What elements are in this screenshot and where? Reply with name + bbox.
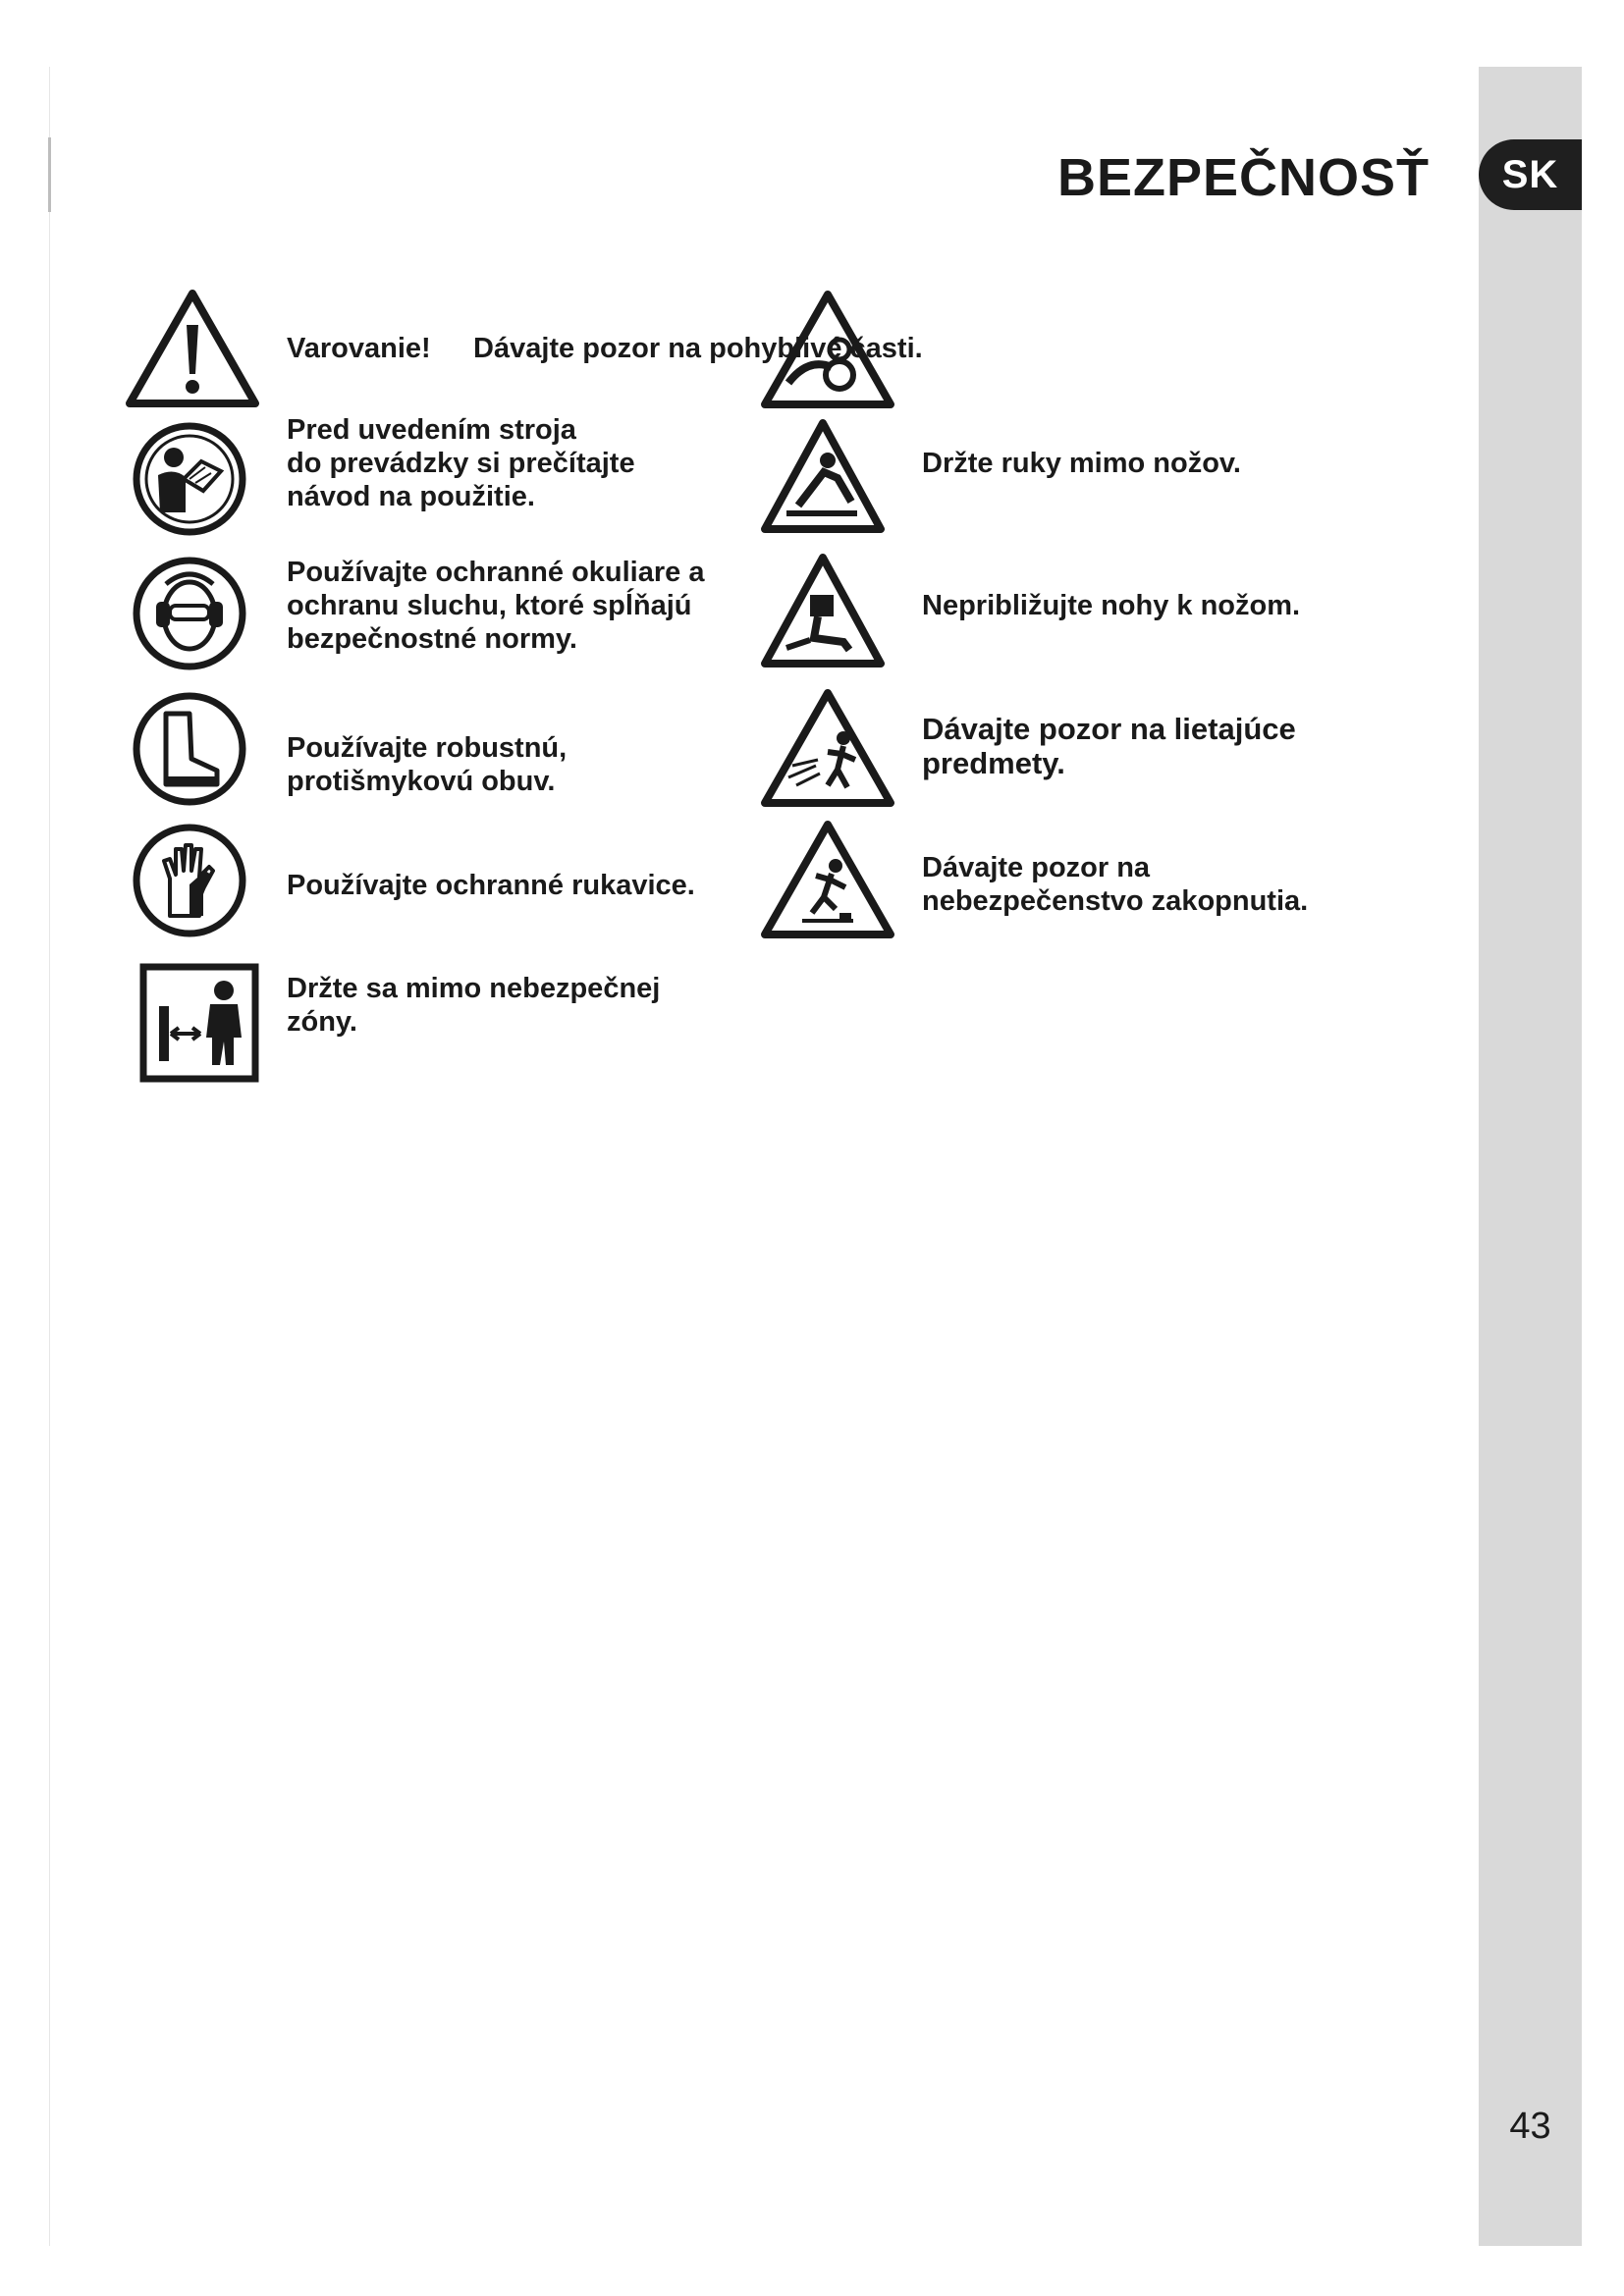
label-flying: Dávajte pozor na lietajúce predmety.: [922, 712, 1296, 780]
label-tripping: Dávajte pozor na nebezpečenstvo zakopnutia.: [922, 852, 1309, 917]
label-hands: Držte ruky mimo nožov.: [922, 448, 1241, 479]
side-band: [1479, 67, 1582, 2246]
label-warning: Varovanie!: [287, 333, 431, 364]
page-number: 43: [1509, 2106, 1551, 2147]
label-gloves: Používajte ochranné rukavice.: [287, 870, 695, 901]
warning-exclamation-icon: [124, 288, 261, 409]
page-title: BEZPEČNOSŤ: [1056, 148, 1430, 207]
foot-blade-icon: [759, 552, 887, 671]
label-boots: Používajte robustnú, protišmykovú obuv.: [287, 732, 568, 797]
label-moving-parts: Dávajte pozor na pohyblivé časti.: [473, 333, 923, 364]
label-feet: Nepribližujte nohy k nožom.: [922, 590, 1301, 621]
danger-zone-icon: [139, 963, 259, 1083]
eye-ear-protection-icon: [131, 555, 248, 672]
tripping-hazard-icon: [759, 819, 896, 940]
read-manual-icon: [131, 420, 248, 538]
label-eye-ear: Používajte ochranné okuliare a ochranu sluchu, ktoré spĺňajú bezpečnostné normy.: [287, 557, 705, 655]
label-zone: Držte sa mimo nebezpečnej zóny.: [287, 973, 661, 1038]
language-tab: SK: [1479, 139, 1582, 210]
label-manual: Pred uvedením stroja do prevádzky si prečítajte návod na použitie.: [287, 414, 635, 512]
left-margin-mark: [48, 137, 51, 212]
hand-blade-icon: [759, 417, 887, 537]
safety-boots-icon: [131, 690, 248, 808]
left-margin-rule: [49, 67, 50, 2246]
protective-gloves-icon: [131, 822, 248, 939]
flying-objects-icon: [759, 687, 896, 809]
